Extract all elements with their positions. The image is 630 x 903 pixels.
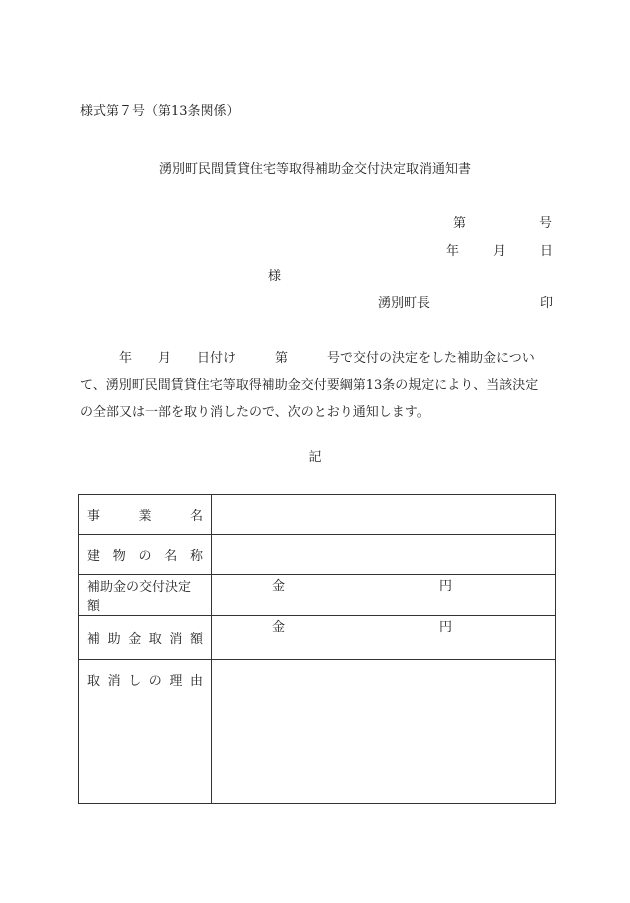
cancel-reason-label: 取 消 し の 理 由 xyxy=(79,660,212,804)
table-row xyxy=(79,616,556,660)
kin-label: 金 xyxy=(272,620,286,635)
kin-label: 金 xyxy=(272,579,286,594)
table-row xyxy=(79,495,556,535)
number-suffix: 号 xyxy=(539,216,553,231)
grant-cancel-amount-value[interactable] xyxy=(212,616,556,660)
table-row xyxy=(79,575,556,616)
date-day-label: 日 xyxy=(540,244,554,259)
table-row xyxy=(79,535,556,575)
details-table xyxy=(78,494,556,804)
date-month-label: 月 xyxy=(493,244,507,259)
project-name-label: 事 業 名 xyxy=(79,495,212,535)
document-title: 湧別町民間賃貸住宅等取得補助金交付決定取消通知書 xyxy=(158,162,471,177)
issuer-name: 湧別町長 xyxy=(378,296,431,311)
number-prefix: 第 xyxy=(453,216,467,231)
addressee-suffix: 様 xyxy=(268,269,282,284)
grant-decision-amount-value[interactable] xyxy=(212,575,556,616)
form-number-label: 様式第７号（第13条関係） xyxy=(80,104,240,119)
ki-heading: 記 xyxy=(308,450,322,465)
grant-decision-amount-label: 補助金の交付決定額 xyxy=(79,575,212,616)
yen-label: 円 xyxy=(439,579,453,594)
date-year-label: 年 xyxy=(446,244,460,259)
yen-label: 円 xyxy=(439,620,453,635)
notice-body xyxy=(80,345,560,426)
cancel-reason-value[interactable] xyxy=(212,660,556,804)
building-name-value[interactable] xyxy=(212,535,556,575)
notice-body-line: の全部又は一部を取り消したので、次のとおり通知します。 xyxy=(80,405,430,420)
table-row xyxy=(79,660,556,804)
building-name-label: 建 物 の 名 称 xyxy=(79,535,212,575)
seal-mark: 印 xyxy=(540,296,554,311)
project-name-value[interactable] xyxy=(212,495,556,535)
notice-body-line: 年 月 日付け 第 号で交付の決定をした補助金につい xyxy=(80,351,535,366)
grant-cancel-amount-label: 補 助 金 取 消 額 xyxy=(79,616,212,660)
notice-body-line: て、湧別町民間賃貸住宅等取得補助金交付要綱第13条の規定により、当該決定 xyxy=(80,378,539,393)
